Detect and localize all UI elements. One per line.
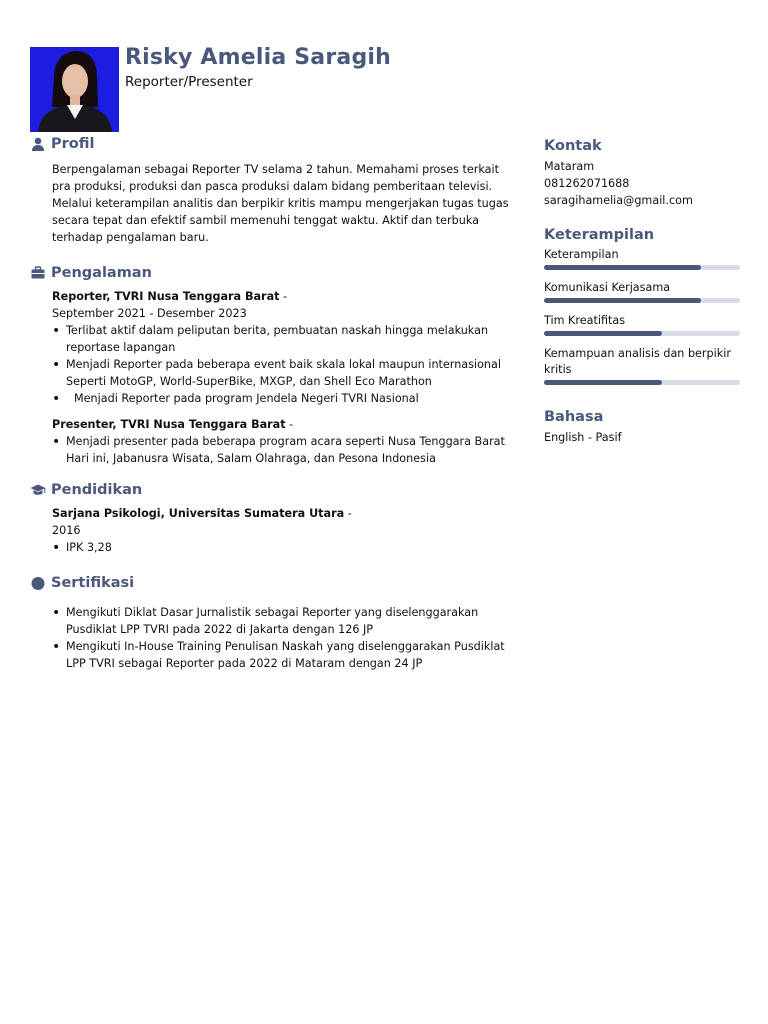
job-bullets	[52, 433, 520, 467]
skill-item	[544, 346, 740, 385]
certification-bullets	[52, 604, 520, 672]
section-sertifikasi-heading	[30, 572, 520, 594]
job-period: September 2021 - Desember 2023	[52, 307, 247, 320]
job-title-line	[52, 288, 520, 305]
contact-city: Mataram	[544, 160, 595, 173]
section-profil-heading	[30, 133, 520, 155]
skill-bar	[544, 331, 740, 336]
contact-phone: 081262071688	[544, 177, 630, 190]
education-year: 2016	[52, 524, 81, 537]
skill-item	[544, 247, 740, 270]
skill-bar-fill	[544, 265, 701, 270]
job-title-line	[52, 416, 520, 433]
skill-bar-fill	[544, 331, 662, 336]
candidate-role: Reporter/Presenter	[125, 74, 253, 90]
job-entry	[52, 288, 520, 407]
job-title: Presenter, TVRI Nusa Tenggara Barat	[52, 418, 286, 431]
education-title: Sarjana Psikologi, Universitas Sumatera Utara	[52, 507, 345, 520]
skill-label: Tim Kreatifitas	[544, 314, 626, 327]
graduation-cap-icon	[30, 482, 46, 498]
skill-bar	[544, 298, 740, 303]
circle-icon	[30, 575, 46, 591]
skills-list	[544, 247, 740, 385]
section-profil-title: Profil	[51, 136, 95, 152]
section-pengalaman-heading	[30, 262, 520, 284]
education-title-separator: -	[344, 507, 352, 520]
skill-item	[544, 280, 740, 303]
profil-summary: Berpengalaman sebagai Reporter TV selama 2 tahun. Memahami proses terkait pra produksi, produksi dan pasca produksi dalam bidang pemberitaan televisi. Melalui keterampilan analitis dan berpikir kritis mampu mengerjakan tugas tugas secara tepat dan efektif sambil memenuhi tenggat waktu. Aktif dan terbuka terhadap pengalaman baru.	[52, 163, 509, 244]
profile-photo	[30, 47, 119, 132]
contact-email: saragihamelia@gmail.com	[544, 194, 693, 207]
list-item: • Terlibat aktif dalam peliputan berita, pembuatan naskah hingga melakukan reportase lapangan	[52, 322, 520, 356]
section-kontak-title: Kontak	[544, 138, 602, 154]
list-item: • IPK 3,28	[52, 539, 520, 556]
job-title-separator: -	[279, 290, 288, 303]
skill-item	[544, 313, 740, 336]
person-photo-illustration	[30, 47, 119, 132]
list-item: • Mengikuti Diklat Dasar Jurnalistik sebagai Reporter yang diselenggarakan Pusdiklat LPP TVRI pada 2022 di Jakarta dengan 126 JP	[52, 604, 520, 638]
job-entry	[52, 416, 520, 467]
list-item: • Menjadi Reporter pada program Jendela Negeri TVRI Nasional	[52, 390, 520, 407]
list-item: • Mengikuti In-House Training Penulisan Naskah yang diselenggarakan Pusdiklat LPP TVRI sebagai Reporter pada 2022 di Mataram dengan 24 JP	[52, 638, 520, 672]
skill-bar-fill	[544, 380, 662, 385]
section-bahasa-title: Bahasa	[544, 409, 604, 425]
section-pendidikan-heading	[30, 479, 520, 501]
job-title-separator: -	[285, 418, 294, 431]
education-bullets	[52, 539, 520, 556]
sidebar-column	[544, 138, 740, 446]
job-bullets	[52, 322, 520, 407]
section-pendidikan-title: Pendidikan	[51, 482, 143, 498]
briefcase-icon	[30, 265, 46, 281]
section-keterampilan-title: Keterampilan	[544, 227, 655, 243]
person-icon	[30, 136, 46, 152]
main-column	[30, 133, 520, 672]
list-item: • Menjadi Reporter pada beberapa event baik skala lokal maupun internasional Seperti MotoGP, World-SuperBike, MXGP, dan Shell Eco Marathon	[52, 356, 520, 390]
skill-bar	[544, 380, 740, 385]
job-title: Reporter, TVRI Nusa Tenggara Barat	[52, 290, 280, 303]
education-title-line	[52, 505, 520, 522]
section-sertifikasi-title: Sertifikasi	[51, 575, 135, 591]
skill-label: Keterampilan	[544, 248, 619, 261]
skill-bar-fill	[544, 298, 701, 303]
language-item: English - Pasif	[544, 431, 622, 444]
skill-bar	[544, 265, 740, 270]
list-item: • Menjadi presenter pada beberapa program acara seperti Nusa Tenggara Barat Hari ini, Jabanusra Wisata, Salam Olahraga, dan Pesona Indonesia	[52, 433, 520, 467]
skill-label: Kemampuan analisis dan berpikir kritis	[544, 347, 731, 376]
section-pengalaman-title: Pengalaman	[51, 265, 152, 281]
candidate-name: Risky Amelia Saragih	[125, 45, 392, 70]
skill-label: Komunikasi Kerjasama	[544, 281, 671, 294]
